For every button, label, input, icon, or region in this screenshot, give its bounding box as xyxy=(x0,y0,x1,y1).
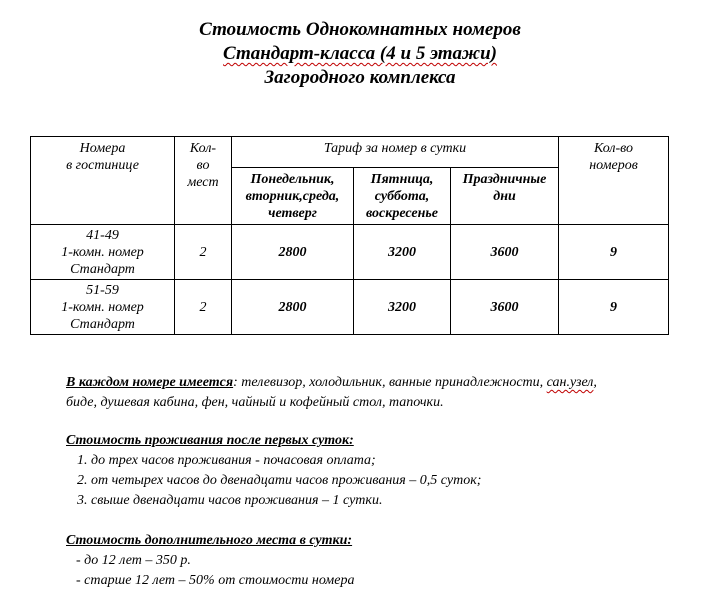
weekend-price: 3200 xyxy=(354,280,451,335)
title-line-1: Стоимость Однокомнатных номеров xyxy=(199,19,521,40)
count-cell: 9 xyxy=(559,280,669,335)
places-cell: 2 xyxy=(175,280,232,335)
weekdays-price: 2800 xyxy=(232,225,354,280)
title-line-3: Загородного комплекса xyxy=(264,67,456,88)
header-weekend: Пятница, суббота, воскресенье xyxy=(354,168,451,225)
holidays-price: 3600 xyxy=(451,225,559,280)
extra-bed-heading: Стоимость дополнительного места в сутки: xyxy=(66,533,353,548)
list-item: - до 12 лет – 350 р. xyxy=(76,553,191,568)
list-item: 1. до трех часов проживания - почасовая оплата; xyxy=(77,453,376,468)
header-rooms: Номера в гостинице xyxy=(31,137,175,225)
title-line-2 xyxy=(0,42,720,66)
header-weekdays: Понедельник, вторник,среда, четверг xyxy=(232,168,354,225)
list-item: 3. свыше двенадцати часов проживания – 1 сутки. xyxy=(77,493,383,508)
list-item: - старше 12 лет – 50% от стоимости номера xyxy=(76,573,355,588)
places-cell: 2 xyxy=(175,225,232,280)
document-title xyxy=(0,18,720,90)
after-first-day-heading: Стоимость проживания после первых суток: xyxy=(66,433,354,448)
table-row xyxy=(31,225,669,280)
amenities-text-end: , xyxy=(593,375,597,390)
holidays-price: 3600 xyxy=(451,280,559,335)
header-places: Кол- во мест xyxy=(175,137,232,225)
table-row xyxy=(31,280,669,335)
weekend-price: 3200 xyxy=(354,225,451,280)
header-count: Кол-во номеров xyxy=(559,137,669,225)
amenities-line-1 xyxy=(66,373,706,393)
header-holidays: Праздничные дни xyxy=(451,168,559,225)
amenities-text: : телевизор, холодильник, ванные принадлежности, xyxy=(233,375,547,390)
count-cell: 9 xyxy=(559,225,669,280)
tariff-table xyxy=(30,136,669,335)
room-cell: 51-59 1-комн. номер Стандарт xyxy=(31,280,175,335)
room-cell: 41-49 1-комн. номер Стандарт xyxy=(31,225,175,280)
list-item: 2. от четырех часов до двенадцати часов проживания – 0,5 суток; xyxy=(77,473,482,488)
amenities-underlined: сан.узел xyxy=(546,375,594,390)
title-line-2-text: Стандарт-класса (4 и 5 этажи) xyxy=(223,43,497,64)
notes-section xyxy=(66,373,706,591)
weekdays-price: 2800 xyxy=(232,280,354,335)
header-tariff: Тариф за номер в сутки xyxy=(232,137,559,168)
amenities-line-2: биде, душевая кабина, фен, чайный и кофейный стол, тапочки. xyxy=(66,395,444,410)
amenities-heading: В каждом номере имеется xyxy=(66,375,234,390)
